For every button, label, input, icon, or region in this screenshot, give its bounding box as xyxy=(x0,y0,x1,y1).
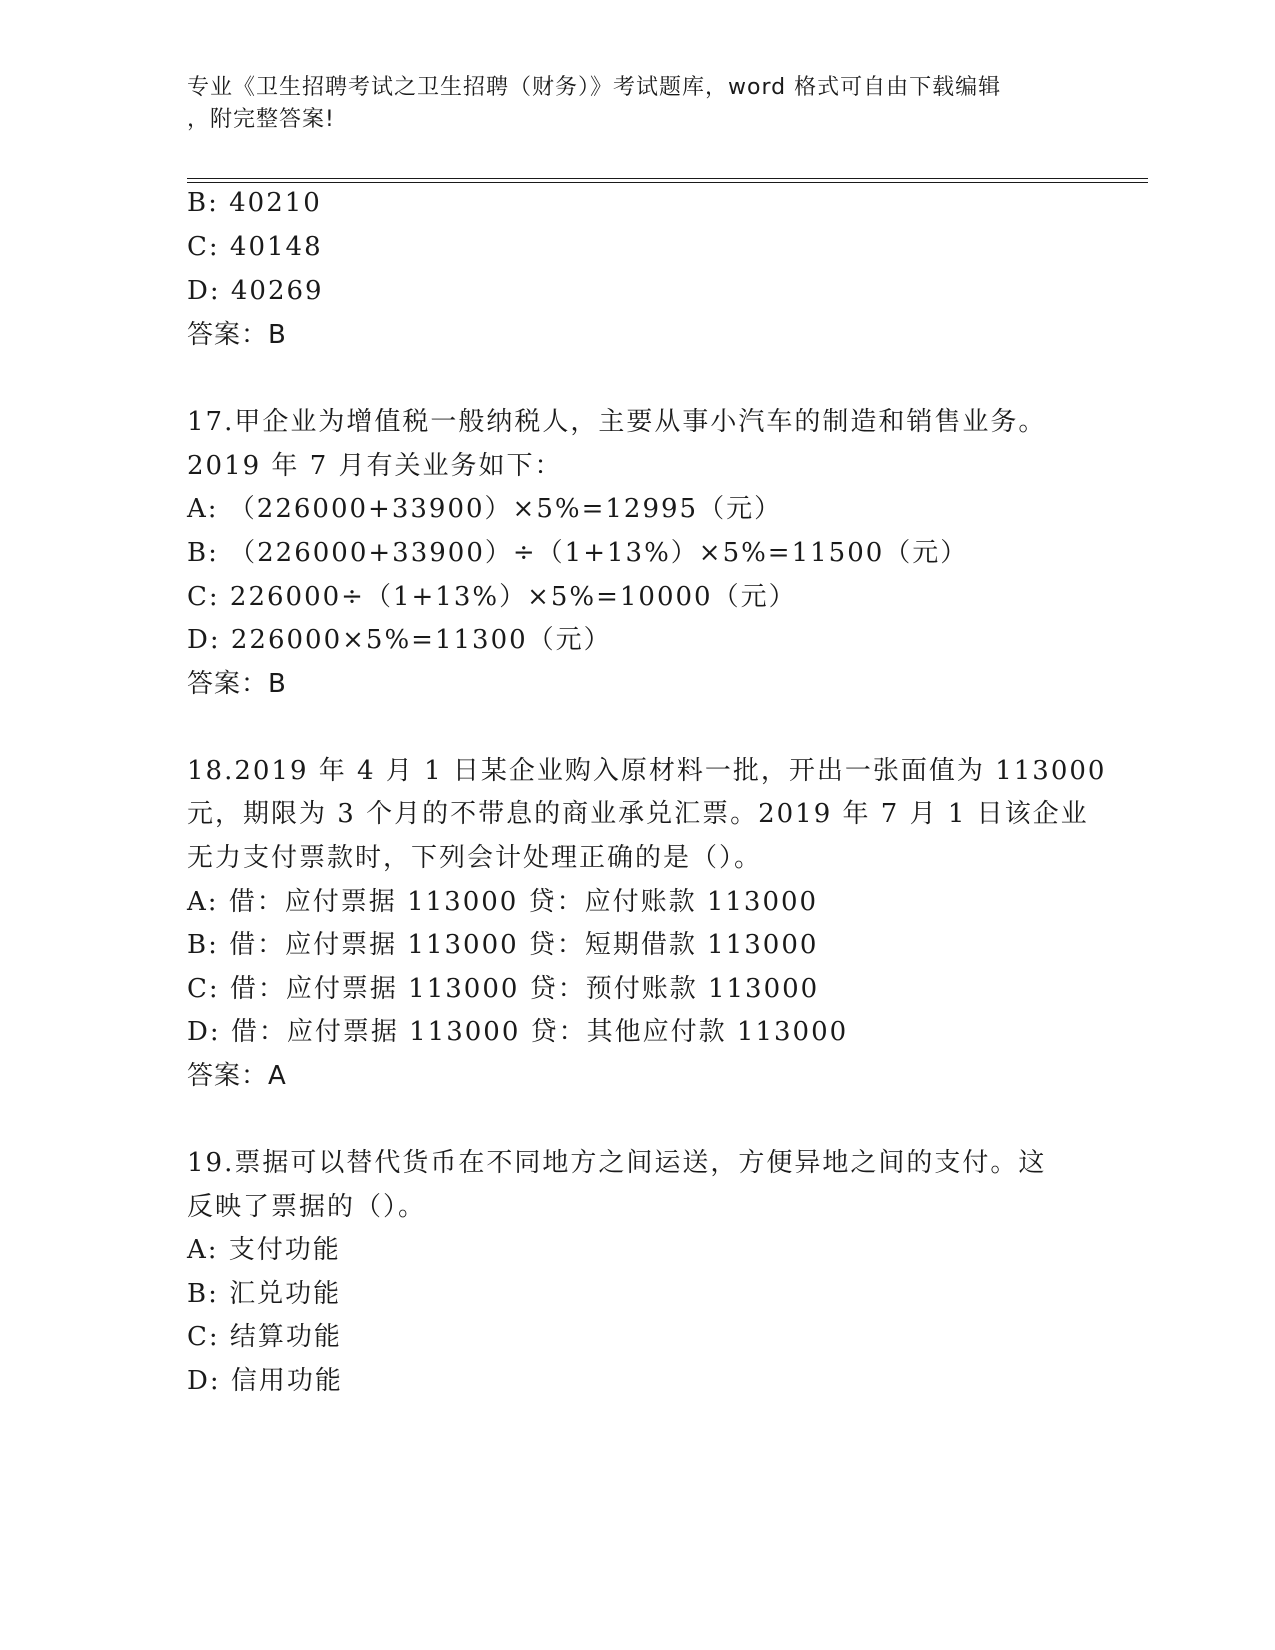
q19-option-d: D: 信用功能 xyxy=(187,1366,343,1396)
q18-option-c: C: 借：应付票据 113000 贷：预付账款 113000 xyxy=(187,974,820,1004)
q17-option-c: C: 226000÷（1+13%）×5%=10000（元） xyxy=(187,582,797,612)
header-divider-top xyxy=(187,178,1148,179)
q18-option-d: D: 借：应付票据 113000 贷：其他应付款 113000 xyxy=(187,1017,849,1047)
q18-option-b: B: 借：应付票据 113000 贷：短期借款 113000 xyxy=(187,930,819,960)
q18-stem-line-1: 18.2019 年 4 月 1 日某企业购入原材料一批，开出一张面值为 113000 xyxy=(187,756,1107,786)
q17-stem-line-2: 2019 年 7 月有关业务如下： xyxy=(187,451,563,481)
q18-stem-line-3: 无力支付票款时，下列会计处理正确的是（）。 xyxy=(187,843,763,873)
prev-option-c: C: 40148 xyxy=(187,232,323,262)
q18-stem-line-2: 元，期限为 3 个月的不带息的商业承兑汇票。2019 年 7 月 1 日该企业 xyxy=(187,799,1089,829)
q19-option-a: A: 支付功能 xyxy=(187,1235,341,1265)
q17-answer: 答案：B xyxy=(187,669,287,699)
prev-answer: 答案：B xyxy=(187,320,287,350)
q19-stem-line-2: 反映了票据的（）。 xyxy=(187,1192,427,1222)
page-header xyxy=(187,72,1067,136)
prev-option-b: B: 40210 xyxy=(187,188,322,218)
q17-option-d: D: 226000×5%=11300（元） xyxy=(187,625,612,655)
q18-option-a: A: 借：应付票据 113000 贷：应付账款 113000 xyxy=(187,887,819,917)
q17-option-a: A: （226000+33900）×5%=12995（元） xyxy=(187,494,783,524)
q19-option-c: C: 结算功能 xyxy=(187,1322,342,1352)
q17-option-b: B: （226000+33900）÷（1+13%）×5%=11500（元） xyxy=(187,538,969,568)
q18-answer: 答案：A xyxy=(187,1061,287,1091)
q19-option-b: B: 汇兑功能 xyxy=(187,1279,342,1309)
q17-stem-line-1: 17.甲企业为增值税一般纳税人，主要从事小汽车的制造和销售业务。 xyxy=(187,407,1047,437)
header-divider-bottom xyxy=(187,182,1148,183)
prev-option-d: D: 40269 xyxy=(187,276,324,306)
header-text-line-1: 专业《卫生招聘考试之卫生招聘（财务）》考试题库，word 格式可自由下载编辑 xyxy=(187,75,1002,100)
header-text-line-2: ，附完整答案! xyxy=(187,107,335,132)
q19-stem-line-1: 19.票据可以替代货币在不同地方之间运送，方便异地之间的支付。这 xyxy=(187,1148,1047,1178)
